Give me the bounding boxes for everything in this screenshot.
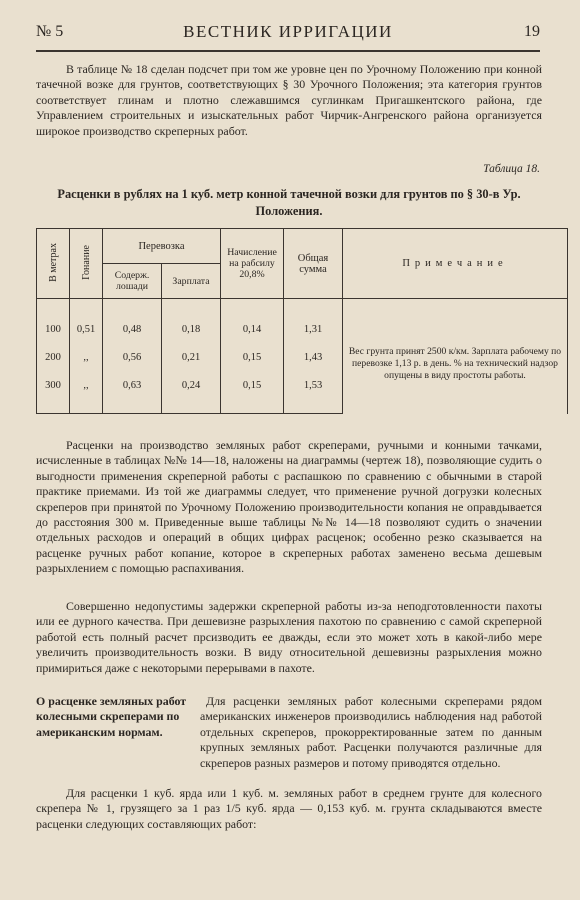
col-total: Общая сумма — [284, 229, 343, 299]
table-row: 300 ,, 0,63 0,24 0,15 1,53 — [37, 371, 568, 414]
table-row: 200 ,, 0,56 0,21 0,15 1,43 — [37, 343, 568, 371]
table-row: 100 0,51 0,48 0,18 0,14 1,31 Вес грунта принят 2500 к/км. Зарплата рабочему по перевозке 1,13 р. в день. % на технический надзор опущены в виду простоты работы. — [37, 299, 568, 344]
paragraph-2: Совершенно недопустимы задержки скреперной работы из-за неподготовленности пахоты или ее дурного качества. При дешевизне разрыхления пахотою по сравнению с самой скреперной работой есть полный расчет прсизводить ее дважды, если это может хоть в какой-либо мере увеличить производительность возки. В виду относительной дешевизны разрыхления можно примириться даже с некоторыми перерывами в пахоте. — [36, 599, 542, 675]
issue-number: № 5 — [36, 23, 64, 40]
col-loading: Гонание — [70, 229, 103, 299]
col-wage: Зарплата — [162, 264, 221, 299]
intro-paragraph: В таблице № 18 сделан подсчет при том же уровне цен по Урочному Положению при конной тачечной возке для грунтов, соответствующих § 30 Урочного Положения; эта категория грунтов соответствует глинам и плотно слежавшимся суглинкам Пригашкентского района, где Управлением строительных и изыскательных работ Чирчик-Ангренского района организуется широкое производство скреперных работ. — [36, 62, 542, 138]
paragraph-1: Расценки на производство земляных работ скреперами, ручными и конными тачками, исчисленные в таблицах №№ 14—18, наложены на диаграммы (чертеж 18), позволяющие судить о выгодности применения скреперной работы с распашкою по сравнению с обычными в старой практике приемами. Из той же диаграммы следует, что применение ручной догрузки колесных скреперов при принятой по Урочному Положению производительности копания не оправдывается до расстояния 300 м. Приведенные выше таблицы №№ 14—18 позволяют судить о значении отдельных расходов и операций в общих цифрах расценок; особенно резко сказывается на расценке ручных работ копание, которое в скреперных работах заменено весьма дешевым разрыхлением с помощью распахивания. — [36, 438, 542, 576]
page-number: 19 — [524, 23, 540, 40]
table-note: Вес грунта принят 2500 к/км. Зарплата рабочему по перевозке 1,13 р. в день. % на технический надзор опущены в виду простоты работы. — [343, 299, 568, 414]
rates-table — [36, 228, 568, 414]
page-header — [36, 14, 540, 52]
section-heading: О расценке земляных работ колесными скреперами по американским нормам. — [36, 694, 187, 739]
table-caption: Таблица 18. — [483, 163, 540, 175]
section-paragraph: Для расценки земляных работ колесными скреперами рядом американских инженеров производились наблюдения над работой отдельных скреперов, прокорректированные затем по данным крупных земляных работ. Расценки получаются различные для скреперов разных размеров и потому приводятся отдельно. — [200, 694, 542, 770]
col-upkeep: Содерж. лошади — [103, 264, 162, 299]
journal-title: ВЕСТНИК ИРРИГАЦИИ — [183, 22, 393, 41]
col-meters: В метрах — [37, 229, 70, 299]
table-title: Расценки в рублях на 1 куб. метр конной тачечной возки для грунтов по § 30-в Ур. Положения. — [57, 187, 521, 218]
paragraph-3: Для расценки 1 куб. ярда или 1 куб. м. земляных работ в среднем грунте для колесного скрепера № 1, грузящего за 1 раз 1/5 куб. ярда — 0,153 куб. м. грунта складываются вместе расценки следующих составляющих работ: — [36, 786, 542, 831]
col-accrual: Начисление на рабсилу 20,8% — [221, 229, 284, 299]
col-notes: Примечание — [343, 229, 568, 299]
col-transport: Перевозка — [103, 229, 221, 264]
